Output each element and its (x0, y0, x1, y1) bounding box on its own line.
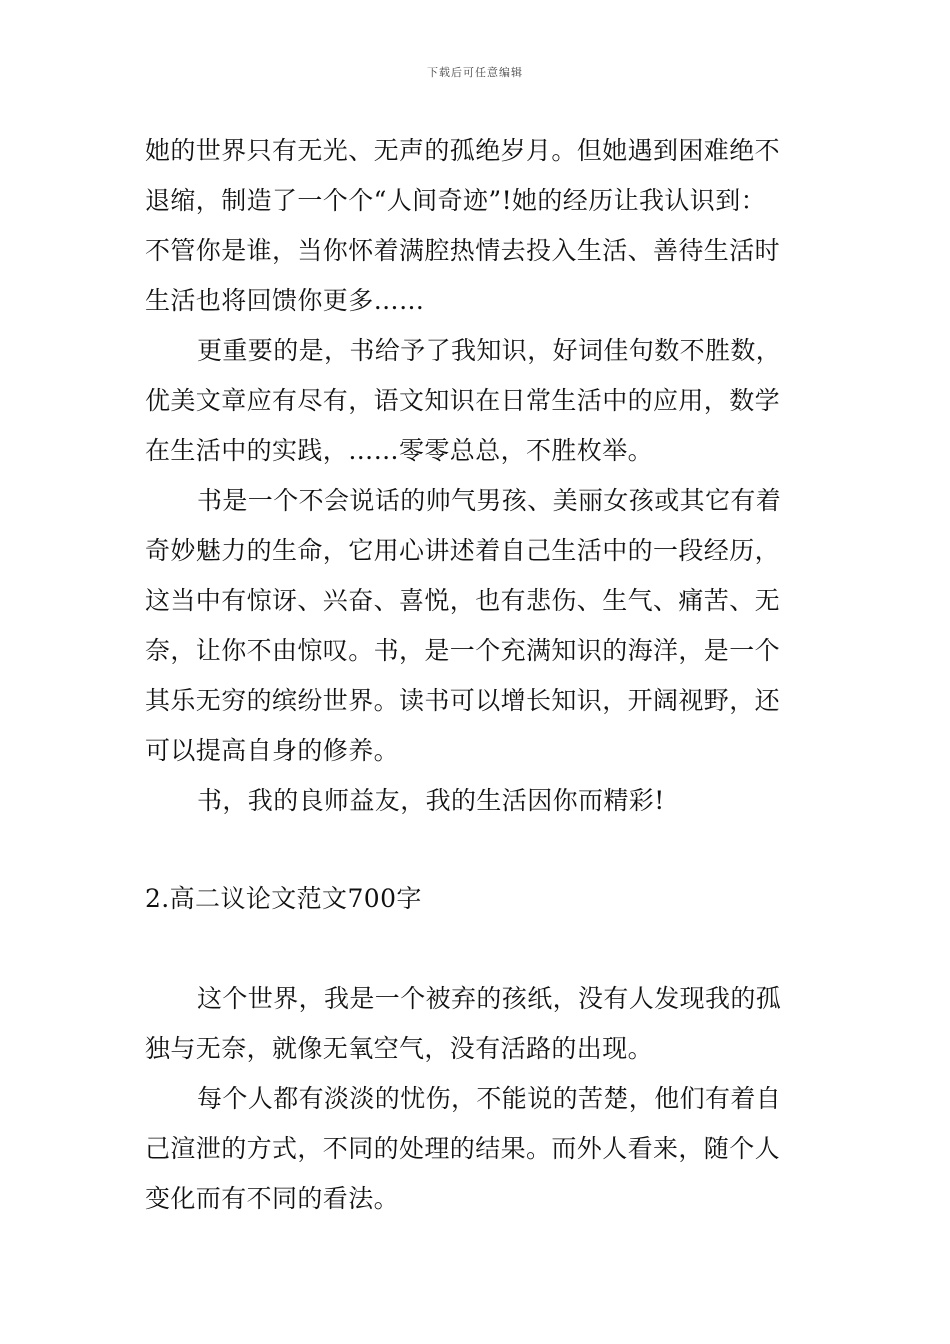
text-line: 奇妙魅力的生命，它用心讲述着自己生活中的一段经历， (145, 536, 781, 565)
text-line: 生活也将回馈你更多…… (145, 286, 425, 315)
text-line: 奈，让你不由惊叹。书，是一个充满知识的海洋，是一个 (145, 636, 781, 665)
text-line: 不管你是谁，当你怀着满腔热情去投入生活、善待生活时 (145, 236, 781, 265)
text-line: 己渲泄的方式，不同的处理的结果。而外人看来，随个人 (145, 1134, 781, 1163)
paragraph-start-line: 书是一个不会说话的帅气男孩、美丽女孩或其它有着 (197, 486, 782, 515)
page-header: 下载后可任意编辑 (427, 66, 523, 79)
paragraph-start-line: 更重要的是，书给予了我知识，好词佳句数不胜数， (197, 336, 782, 365)
text-line: 这当中有惊讶、兴奋、喜悦，也有悲伤、生气、痛苦、无 (145, 586, 781, 615)
section-heading: 2.高二议论文范文700字 (145, 884, 422, 913)
text-line: 在生活中的实践，……零零总总，不胜枚举。 (145, 436, 654, 465)
text-line: 独与无奈，就像无氧空气，没有活路的出现。 (145, 1034, 654, 1063)
paragraph-start-line: 书，我的良师益友，我的生活因你而精彩! (197, 786, 665, 815)
paragraph-start-line: 这个世界，我是一个被弃的孩纸，没有人发现我的孤 (197, 984, 782, 1013)
text-line: 变化而有不同的看法。 (145, 1184, 400, 1213)
text-line: 她的世界只有无光、无声的孤绝岁月。但她遇到困难绝不 (145, 136, 781, 165)
text-line: 退缩，制造了一个个“人间奇迹”!她的经历让我认识到： (145, 186, 767, 215)
paragraph-start-line: 每个人都有淡淡的忧伤，不能说的苦楚，他们有着自 (197, 1084, 782, 1113)
text-line: 优美文章应有尽有，语文知识在日常生活中的应用，数学 (145, 386, 781, 415)
text-line: 其乐无穷的缤纷世界。读书可以增长知识，开阔视野，还 (145, 686, 781, 715)
document-body (145, 126, 805, 1224)
text-line: 可以提高自身的修养。 (145, 736, 400, 765)
